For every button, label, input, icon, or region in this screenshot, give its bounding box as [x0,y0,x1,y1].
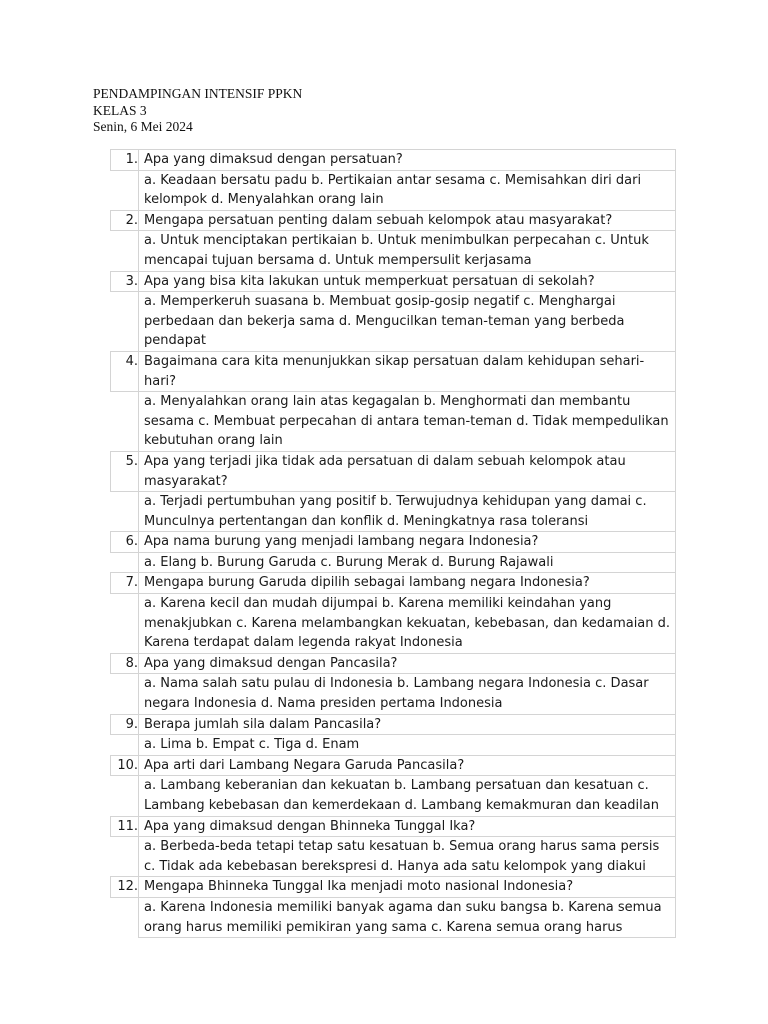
question-text: Apa yang terjadi jika tidak ada persatuan di dalam sebuah kelompok atau masyarakat? [139,451,676,491]
question-number: 12. [111,877,139,898]
answer-row [111,837,676,877]
answer-indent [111,594,139,654]
question-number: 10. [111,755,139,776]
question-text: Apa yang bisa kita lakukan untuk memperkuat persatuan di sekolah? [139,271,676,292]
date-label: Senin, 6 Mei 2024 [93,119,193,134]
answer-options: a. Karena Indonesia memiliki banyak agama dan suku bangsa b. Karena semua orang harus memiliki pemikiran yang sama c. Karena semua orang harus [139,897,676,937]
question-row [111,816,676,837]
answer-indent [111,776,139,816]
question-number: 11. [111,816,139,837]
question-row [111,351,676,391]
answer-row [111,594,676,654]
answer-row [111,552,676,573]
question-number: 2. [111,210,139,231]
answer-row [111,492,676,532]
question-number: 3. [111,271,139,292]
question-text: Berapa jumlah sila dalam Pancasila? [139,714,676,735]
question-row [111,532,676,553]
answer-options: a. Keadaan bersatu padu b. Pertikaian antar sesama c. Memisahkan diri dari kelompok d. Menyalahkan orang lain [139,170,676,210]
question-text: Apa yang dimaksud dengan Pancasila? [139,653,676,674]
question-number: 5. [111,451,139,491]
answer-row [111,776,676,816]
question-text: Apa yang dimaksud dengan Bhinneka Tunggal Ika? [139,816,676,837]
question-table [110,149,676,938]
question-row [111,653,676,674]
answer-row [111,292,676,352]
answer-options: a. Karena kecil dan mudah dijumpai b. Karena memiliki keindahan yang menakjubkan c. Karena melambangkan kekuatan, kebebasan, dan kedamaian d. Karena terdapat dalam legenda rakyat Indonesia [139,594,676,654]
question-text: Bagaimana cara kita menunjukkan sikap persatuan dalam kehidupan sehari-hari? [139,351,676,391]
document-header [93,86,302,136]
answer-options: a. Berbeda-beda tetapi tetap satu kesatuan b. Semua orang harus sama persis c. Tidak ada kebebasan berekspresi d. Hanya ada satu kelompok yang diakui [139,837,676,877]
answer-indent [111,837,139,877]
question-number: 6. [111,532,139,553]
answer-row [111,735,676,756]
question-row [111,150,676,171]
answer-options: a. Lambang keberanian dan kekuatan b. Lambang persatuan dan kesatuan c. Lambang kebebasan dan kemerdekaan d. Lambang kemakmuran dan keadilan [139,776,676,816]
question-row [111,714,676,735]
answer-options: a. Terjadi pertumbuhan yang positif b. Terwujudnya kehidupan yang damai c. Munculnya pertentangan dan konflik d. Meningkatnya rasa toleransi [139,492,676,532]
question-text: Mengapa burung Garuda dipilih sebagai lambang negara Indonesia? [139,573,676,594]
question-number: 8. [111,653,139,674]
question-row [111,573,676,594]
question-text: Apa yang dimaksud dengan persatuan? [139,150,676,171]
answer-options: a. Lima b. Empat c. Tiga d. Enam [139,735,676,756]
answer-indent [111,735,139,756]
answer-row [111,674,676,714]
answer-indent [111,170,139,210]
document-title: PENDAMPINGAN INTENSIF PPKN [93,86,303,101]
answer-indent [111,292,139,352]
answer-row [111,897,676,937]
answer-indent [111,552,139,573]
question-table-body [111,150,676,938]
question-row [111,451,676,491]
answer-row [111,392,676,452]
question-number: 7. [111,573,139,594]
question-number: 4. [111,351,139,391]
answer-row [111,231,676,271]
class-label: KELAS 3 [93,102,147,118]
question-number: 9. [111,714,139,735]
answer-indent [111,231,139,271]
answer-indent [111,392,139,452]
answer-indent [111,674,139,714]
question-row [111,877,676,898]
question-text: Apa arti dari Lambang Negara Garuda Pancasila? [139,755,676,776]
answer-row [111,170,676,210]
answer-options: a. Untuk menciptakan pertikaian b. Untuk menimbulkan perpecahan c. Untuk mencapai tujuan bersama d. Untuk mempersulit kerjasama [139,231,676,271]
question-text: Mengapa persatuan penting dalam sebuah kelompok atau masyarakat? [139,210,676,231]
answer-indent [111,897,139,937]
answer-indent [111,492,139,532]
answer-options: a. Menyalahkan orang lain atas kegagalan b. Menghormati dan membantu sesama c. Membuat perpecahan di antara teman-teman d. Tidak mempedulikan kebutuhan orang lain [139,392,676,452]
answer-options: a. Nama salah satu pulau di Indonesia b. Lambang negara Indonesia c. Dasar negara Indonesia d. Nama presiden pertama Indonesia [139,674,676,714]
question-row [111,210,676,231]
question-number: 1. [111,150,139,171]
question-row [111,755,676,776]
question-text: Mengapa Bhinneka Tunggal Ika menjadi moto nasional Indonesia? [139,877,676,898]
answer-options: a. Memperkeruh suasana b. Membuat gosip-gosip negatif c. Menghargai perbedaan dan bekerja sama d. Mengucilkan teman-teman yang berbeda pendapat [139,292,676,352]
question-text: Apa nama burung yang menjadi lambang negara Indonesia? [139,532,676,553]
answer-options: a. Elang b. Burung Garuda c. Burung Merak d. Burung Rajawali [139,552,676,573]
question-row [111,271,676,292]
